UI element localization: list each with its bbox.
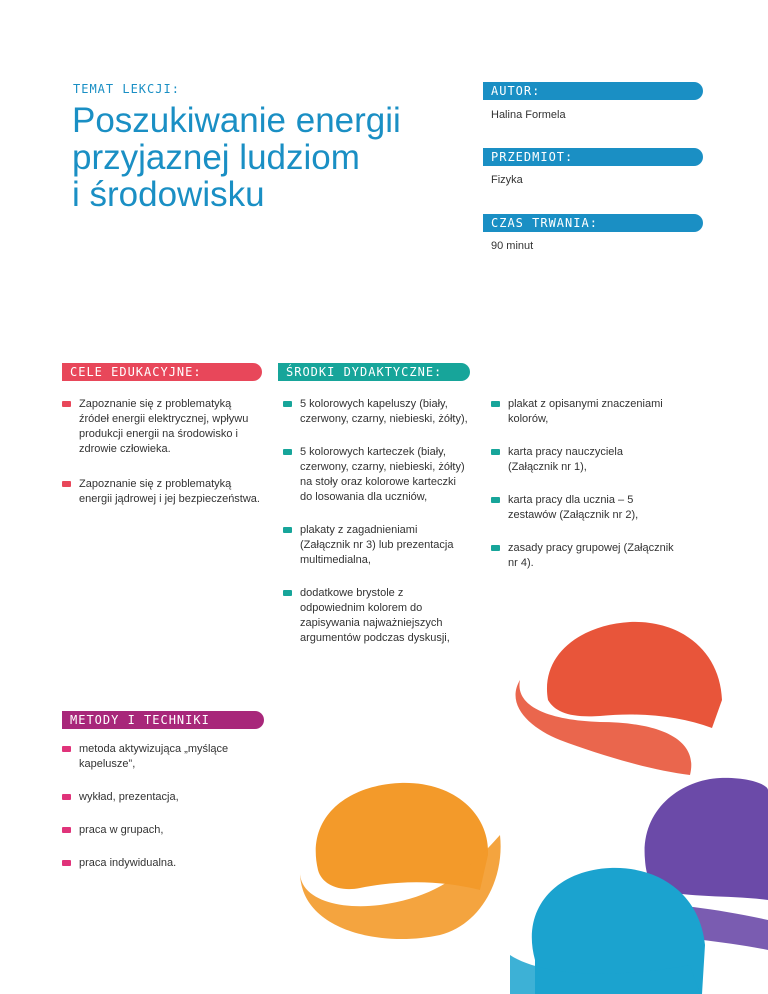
subject-value: Fizyka [491,174,523,186]
list-item: metoda aktywizująca „myślące kapelusze”, [62,742,272,772]
list-item: 5 kolorowych kapeluszy (biały, czerwony, czarny, niebieski, żółty), [283,397,468,427]
duration-value: 90 minut [491,240,534,252]
list-item: praca indywidualna. [62,856,272,871]
bullet-icon [62,860,71,866]
goals-list [62,397,262,507]
bullet-icon [62,746,71,752]
orange-hat [300,783,501,939]
lesson-topic-label: TEMAT LEKCJI: [73,82,180,96]
materials-list-continued [491,397,676,571]
bullet-icon [62,827,71,833]
bullet-icon [283,449,292,455]
list-item: wykład, prezentacja, [62,790,272,805]
bullet-icon [62,794,71,800]
title-line-1: Poszukiwanie energii [72,101,401,140]
duration-header: CZAS TRWANIA: [483,214,703,232]
bullet-icon [491,545,500,551]
bullet-icon [62,481,71,487]
list-item: praca w grupach, [62,823,272,838]
author-header: AUTOR: [483,82,703,100]
list-item: karta pracy nauczyciela (Załącznik nr 1), [491,445,676,475]
methods-header: METODY I TECHNIKI PRACY: [62,711,264,729]
goals-header: CELE EDUKACYJNE: [62,363,262,381]
methods-list [62,742,272,871]
list-item: dodatkowe brystole z odpowiednim kolorem do zapisywania najważniejszych argumentów podczas dyskusji, [283,586,468,646]
bullet-icon [491,449,500,455]
materials-list [283,397,468,646]
subject-header: PRZEDMIOT: [483,148,703,166]
list-item: Zapoznanie się z problematyką źródeł energii elektrycznej, wpływu produkcji energii na środowisko i zdrowie człowieka. [62,397,262,457]
title-line-2: przyjaznej ludziom [72,138,360,177]
title-line-3: i środowisku [72,175,265,214]
list-item: plakaty z zagadnieniami (Załącznik nr 3) lub prezentacja multimedialna, [283,523,468,568]
red-hat [516,622,722,775]
materials-header: ŚRODKI DYDAKTYCZNE: [278,363,470,381]
list-item: plakat z opisanymi znaczeniami kolorów, [491,397,676,427]
bullet-icon [491,401,500,407]
bullet-icon [491,497,500,503]
list-item: 5 kolorowych karteczek (biały, czerwony, czarny, niebieski, żółty) na stoły oraz kolorowe karteczki do losowania dla uczniów, [283,445,468,505]
list-item: zasady pracy grupowej (Załącznik nr 4). [491,541,676,571]
bullet-icon [62,401,71,407]
list-item: karta pracy dla ucznia – 5 zestawów (Załącznik nr 2), [491,493,676,523]
list-item: Zapoznanie się z problematyką energii jądrowej i jej bezpieczeństwa. [62,477,262,507]
bullet-icon [283,527,292,533]
author-value: Halina Formela [491,109,566,121]
bullet-icon [283,590,292,596]
page-title [72,102,452,213]
bullet-icon [283,401,292,407]
